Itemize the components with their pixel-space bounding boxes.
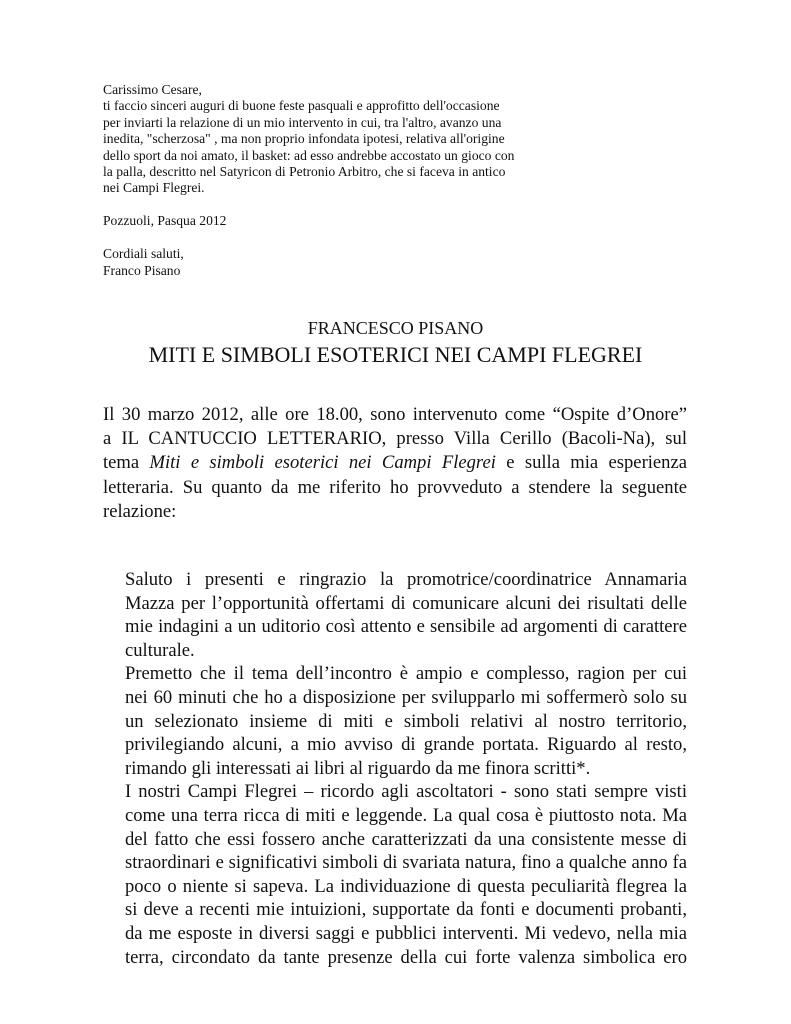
body-line: culturale.	[125, 639, 195, 661]
intro-line	[103, 451, 687, 475]
body-line: un selezionato insieme di miti e simboli relativi al nostro territorio,	[125, 710, 687, 732]
body-line: Mazza per l’opportunità offertami di comunicare alcuni dei risultati delle	[125, 592, 687, 614]
intro-line: letteraria. Su quanto da me riferito ho provveduto a stendere la seguente	[103, 476, 687, 498]
body-line: rimando gli interessati ai libri al riguardo da me finora scritti*.	[125, 757, 591, 779]
body-line: I nostri Campi Flegrei – ricordo agli ascoltatori - sono stati sempre visti	[125, 781, 687, 803]
letter-body-line: nei Campi Flegrei.	[103, 180, 205, 196]
body-line: da me esposte in diversi saggi e pubblici interventi. Mi vedevo, nella mia	[125, 922, 687, 944]
letter-body-line: per inviarti la relazione di un mio intervento in cui, tra l'altro, avanzo una	[103, 114, 502, 130]
letter-body-line: inedita, "scherzosa" , ma non proprio infondata ipotesi, relativa all'origine	[103, 131, 505, 147]
body-line: straordinari e significativi simboli di svariata natura, fino a qualche anno fa	[125, 852, 687, 874]
document-title: MITI E SIMBOLI ESOTERICI NEI CAMPI FLEGREI	[148, 342, 643, 367]
body-paragraph	[103, 780, 687, 969]
body-line: terra, circondato da tante presenze della cui forte valenza simbolica ero	[125, 946, 687, 968]
letter-body-line: dello sport da noi amato, il basket: ad esso andrebbe accostato un gioco con	[103, 147, 515, 163]
body-line: Premetto che il tema dell’incontro è ampio e complesso, ragion per cui	[125, 663, 687, 685]
body-paragraph	[103, 662, 687, 780]
intro-line: Il 30 marzo 2012, alle ore 18.00, sono intervenuto come “Ospite d’Onore”	[103, 404, 687, 425]
intro-text: tema	[103, 452, 150, 474]
letter-closing: Cordiali saluti,	[103, 246, 184, 262]
body-line: come una terra ricca di miti e leggende. La qual cosa è piuttosto nota. Ma	[125, 804, 687, 826]
intro-text: e sulla mia esperienza	[495, 452, 687, 474]
letter-body-line: ti faccio sinceri auguri di buone feste pasquali e approfitto dell'occasione	[103, 98, 500, 114]
intro-line: a IL CANTUCCIO LETTERARIO, presso Villa Cerillo (Bacoli-Na), sul	[103, 428, 687, 450]
body-line: del fatto che essi fossero anche caratterizzati da una consistente messe di	[125, 828, 687, 850]
cover-letter	[103, 82, 563, 279]
body-line: nei 60 minuti che ho a disposizione per svilupparlo mi soffermerò solo su	[125, 686, 687, 708]
body-paragraph	[103, 568, 687, 662]
spacer	[103, 197, 563, 214]
body-line: privilegiando alcuni, a mio avviso di grande portata. Riguardo al resto,	[125, 734, 687, 756]
spacer	[103, 230, 563, 247]
talk-title-italic: Miti e simboli esoterici nei Campi Flegrei	[149, 452, 496, 474]
body-line: mie indagini a un uditorio così attento e sensibile ad argomenti di carattere	[125, 616, 687, 638]
letter-body-line: la palla, descritto nel Satyricon di Petronio Arbitro, che si faceva in antico	[103, 164, 506, 180]
intro-line: relazione:	[103, 500, 177, 522]
body-line: si deve a recenti mie intuizioni, supportate da fonti e documenti probanti,	[125, 899, 687, 921]
report-body	[103, 568, 687, 969]
document-author: FRANCESCO PISANO	[307, 318, 484, 338]
intro-paragraph	[103, 403, 687, 524]
letter-place-date: Pozzuoli, Pasqua 2012	[103, 213, 227, 229]
letter-signature: Franco Pisano	[103, 262, 181, 278]
letter-greeting: Carissimo Cesare,	[103, 82, 202, 97]
body-line: Saluto i presenti e ringrazio la promotrice/coordinatrice Annamaria	[125, 569, 687, 590]
body-line: poco o niente si sapeva. La individuazione di questa peculiarità flegrea la	[125, 875, 687, 897]
